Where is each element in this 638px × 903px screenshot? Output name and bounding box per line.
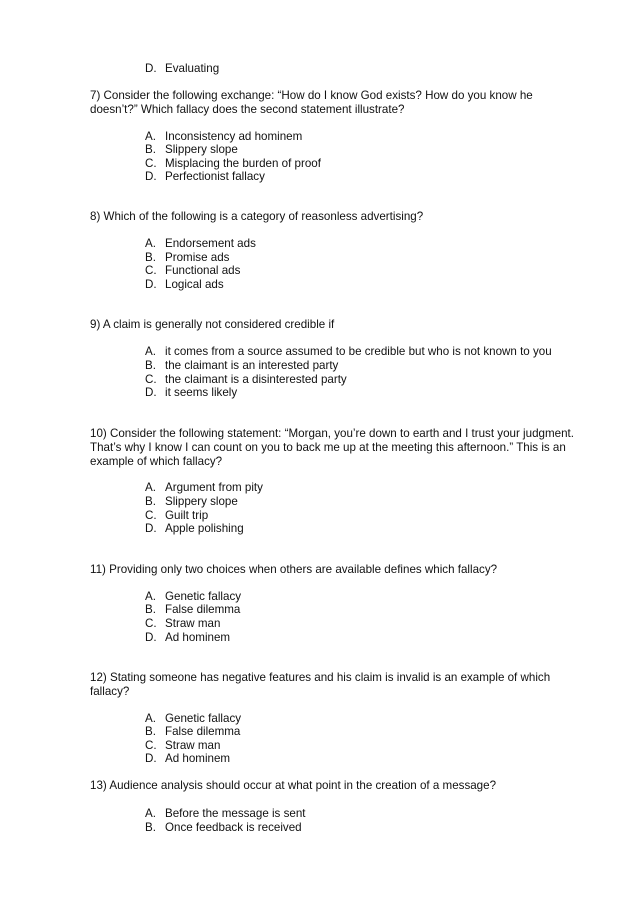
- option-letter: A.: [145, 807, 156, 820]
- option-text: Argument from pity: [165, 481, 263, 494]
- option-c: [145, 617, 220, 631]
- option-a: [145, 712, 241, 726]
- option-letter: A.: [145, 481, 156, 494]
- question-stem-line: 12) Stating someone has negative features and his claim is invalid is an example of which: [90, 671, 551, 684]
- option-letter: B.: [145, 821, 156, 834]
- option-text: Endorsement ads: [165, 237, 256, 250]
- option-text: Logical ads: [165, 278, 224, 291]
- option-text: Slippery slope: [165, 495, 238, 508]
- option-d: [145, 278, 224, 292]
- option-letter: C.: [145, 617, 157, 630]
- option-text: the claimant is an interested party: [165, 359, 339, 372]
- option-text: the claimant is a disinterested party: [165, 373, 347, 386]
- option-c: [145, 264, 240, 278]
- option-text: Apple polishing: [165, 522, 244, 535]
- question-stem-line: 9) A claim is generally not considered credible if: [90, 318, 335, 331]
- option-d: [145, 386, 237, 400]
- option-letter: C.: [145, 264, 157, 277]
- option-letter: D.: [145, 631, 157, 644]
- question-stem-line: 10) Consider the following statement: “Morgan, you’re down to earth and I trust your judgment.: [90, 427, 574, 440]
- option-c: [145, 373, 347, 387]
- option-text: it seems likely: [165, 386, 238, 399]
- option-text: Functional ads: [165, 264, 241, 277]
- option-b: [145, 821, 302, 835]
- question-stem-line: That’s why I know I can count on you to back me up at the meeting this afternoon.” This is an: [90, 441, 566, 454]
- option-letter: B.: [145, 251, 156, 264]
- option-text: Straw man: [165, 617, 221, 630]
- option-a: [145, 481, 263, 495]
- option-a: [145, 807, 306, 821]
- option-letter: D.: [145, 170, 157, 183]
- option-text: Inconsistency ad hominem: [165, 130, 303, 143]
- option-letter: A.: [145, 590, 156, 603]
- option-letter: A.: [145, 237, 156, 250]
- option-d: [145, 170, 265, 184]
- option-letter: A.: [145, 712, 156, 725]
- question-stem-line: doesn’t?” Which fallacy does the second statement illustrate?: [90, 103, 405, 116]
- option-d: [145, 752, 230, 766]
- option-text: Straw man: [165, 739, 221, 752]
- option-text: Slippery slope: [165, 143, 238, 156]
- option-b: [145, 251, 229, 265]
- option-text: Ad hominem: [165, 752, 231, 765]
- option-letter: D.: [145, 752, 157, 765]
- option-letter: C.: [145, 509, 157, 522]
- option-text: Once feedback is received: [165, 821, 302, 834]
- option-text: Genetic fallacy: [165, 712, 242, 725]
- question-stem-line: example of which fallacy?: [90, 455, 223, 468]
- option-letter: B.: [145, 725, 156, 738]
- option-letter: D.: [145, 522, 157, 535]
- option-a: [145, 345, 552, 359]
- option-text: Perfectionist fallacy: [165, 170, 265, 183]
- question-stem-line: 11) Providing only two choices when others are available defines which fallacy?: [90, 563, 498, 576]
- option-c: [145, 739, 220, 753]
- option-letter: C.: [145, 157, 157, 170]
- question-stem-line: fallacy?: [90, 685, 130, 698]
- option-b: [145, 143, 238, 157]
- option-b: [145, 495, 238, 509]
- lead-option: [145, 62, 219, 76]
- option-letter: B.: [145, 359, 156, 372]
- option-letter: B.: [145, 495, 156, 508]
- option-text: Guilt trip: [165, 509, 209, 522]
- option-b: [145, 359, 338, 373]
- option-letter: A.: [145, 130, 156, 143]
- option-b: [145, 603, 240, 617]
- option-letter: C.: [145, 373, 157, 386]
- option-d: [145, 631, 230, 645]
- option-c: [145, 509, 208, 523]
- option-letter: D.: [145, 62, 157, 75]
- option-letter: D.: [145, 386, 157, 399]
- option-letter: C.: [145, 739, 157, 752]
- option-text: Ad hominem: [165, 631, 231, 644]
- option-text: False dilemma: [165, 603, 241, 616]
- option-letter: A.: [145, 345, 156, 358]
- option-text: False dilemma: [165, 725, 241, 738]
- option-letter: B.: [145, 603, 156, 616]
- option-text: Genetic fallacy: [165, 590, 242, 603]
- question-stem-line: 8) Which of the following is a category of reasonless advertising?: [90, 210, 424, 223]
- option-text: Before the message is sent: [165, 807, 306, 820]
- option-text: Misplacing the burden of proof: [165, 157, 321, 170]
- option-text: Promise ads: [165, 251, 230, 264]
- option-b: [145, 725, 240, 739]
- option-letter: D.: [145, 278, 157, 291]
- option-a: [145, 237, 256, 251]
- question-stem-line: 7) Consider the following exchange: “How do I know God exists? How do you know he: [90, 89, 533, 102]
- question-stem-line: 13) Audience analysis should occur at what point in the creation of a message?: [90, 779, 497, 792]
- option-c: [145, 157, 321, 171]
- option-a: [145, 130, 302, 144]
- option-d: [145, 522, 244, 536]
- option-letter: B.: [145, 143, 156, 156]
- option-text: Evaluating: [165, 62, 220, 75]
- option-text: it comes from a source assumed to be credible but who is not known to you: [165, 345, 552, 358]
- option-a: [145, 590, 241, 604]
